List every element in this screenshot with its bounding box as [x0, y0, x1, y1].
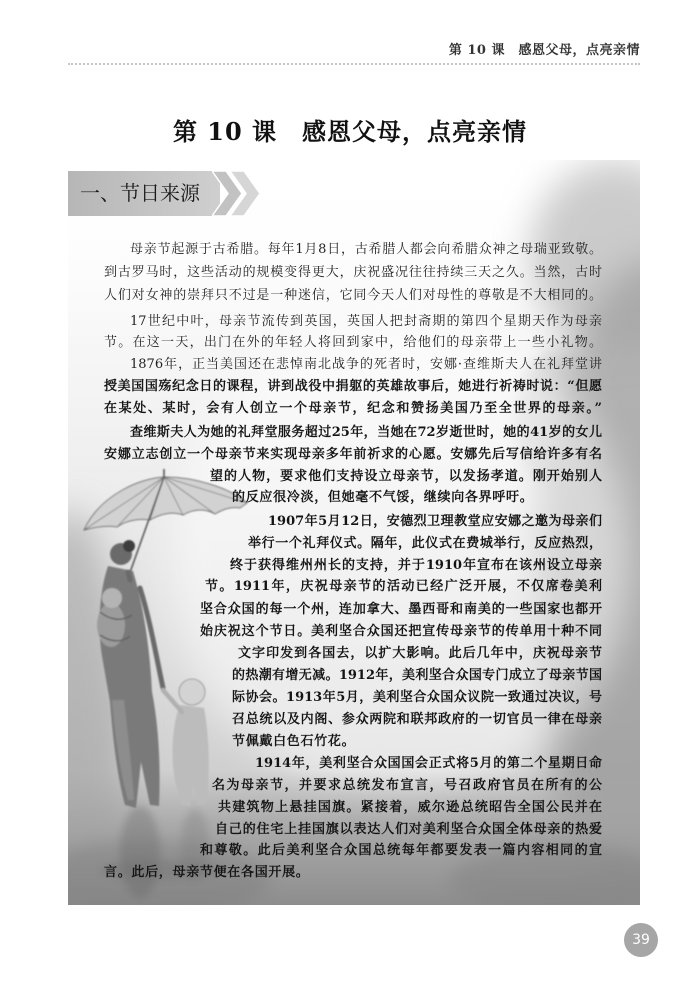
paragraph-line: 举行一个礼拜仪式。隔年，此仪式在费城举行，反应热烈，: [248, 536, 602, 551]
paragraph-line: 到古罗马时，这些活动的规模变得更大，庆祝盛况往往持续三天之久。当然，古时: [104, 265, 602, 280]
paragraph-line: 文字印发到各国去，以扩大影响。此后几年中，庆祝母亲节: [238, 646, 602, 661]
paragraph-line: 名为母亲节，并要求总统发布宣言，号召政府官员在所有的公: [212, 778, 602, 793]
paragraph-line: 共建筑物上悬挂国旗。紧接着，威尔逊总统昭告全国公民并在: [218, 800, 602, 815]
paragraph-line: 始庆祝这个节日。美利坚合众国还把宣传母亲节的传单用十种不同: [200, 624, 602, 639]
paragraph-line: 授美国国殇纪念日的课程，讲到战役中捐躯的英雄故事后，她进行祈祷时说：“但愿: [104, 379, 602, 394]
header-rule: [68, 63, 640, 65]
paragraph-line: 安娜立志创立一个母亲节来实现母亲多年前祈求的心愿。安娜先后写信给许多有名: [104, 447, 602, 462]
lesson-title: 第 10 课 感恩父母，点亮亲情: [172, 117, 528, 146]
paragraph-line: 1914年，美利坚合众国国会正式将5月的第二个星期日命: [255, 756, 602, 771]
section-heading-bar: [68, 171, 220, 216]
paragraph-line: 望的人物，要求他们支持设立母亲节，以发扬孝道。刚开始别人: [210, 469, 602, 484]
paragraph-line: 母亲节起源于古希腊。每年1月8日，古希腊人都会向希腊众神之母瑞亚致敬。: [130, 242, 602, 257]
paragraph-line: 的反应很冷淡，但她毫不气馁，继续向各界呼吁。: [232, 490, 534, 505]
paragraph-line: 际协会。1913年5月，美利坚合众国众议院一致通过决议，号: [232, 690, 602, 705]
paragraph-line: 节。在这一天，出门在外的年轻人将回到家中，给他们的母亲带上一些小礼物。: [104, 335, 602, 350]
paragraph-line: 和尊敬。此后美利坚合众国总统每年都要发表一篇内容相同的宣: [200, 843, 602, 858]
paragraph-line: 人们对女神的崇拜只不过是一种迷信，它同今天人们对母性的尊敬是不大相同的。: [104, 288, 602, 303]
paragraph-line: 查维斯夫人为她的礼拜堂服务超过25年，当她在72岁逝世时，她的41岁的女儿: [130, 425, 602, 440]
paragraph-line: 17世纪中叶，母亲节流传到英国，英国人把封斋期的第四个星期天作为母亲: [130, 314, 602, 329]
paragraph-line: 坚合众国的每一个州，连加拿大、墨西哥和南美的一些国家也都开: [200, 602, 602, 617]
paragraph-line: 自己的住宅上挂国旗以表达人们对美利坚合众国全体母亲的热爱: [215, 822, 602, 837]
running-header: 第 10 课 感恩父母，点亮亲情: [448, 43, 640, 58]
paragraph-line: 召总统以及内阁、参众两院和联邦政府的一切官员一律在母亲: [232, 712, 602, 727]
paragraph-line: 1876年，正当美国还在悲悼南北战争的死者时，安娜·查维斯夫人在礼拜堂讲: [130, 357, 602, 372]
section-arrows: [212, 171, 264, 216]
paragraph-line: 节。1911年，庆祝母亲节的活动已经广泛开展，不仅席卷美利: [205, 579, 602, 594]
paragraph-line: 在某处、某时，会有人创立一个母亲节，纪念和赞扬美国乃至全世界的母亲。”: [104, 401, 602, 416]
paragraph-line: 言。此后，母亲节便在各国开展。: [104, 865, 310, 880]
page-number-badge: 39: [624, 923, 658, 957]
paragraph-line: 节佩戴白色石竹花。: [232, 734, 356, 749]
paragraph-line: 终于获得维州州长的支持，并于1910年宣布在该州设立母亲: [230, 558, 602, 573]
paragraph-line: 的热潮有增无减。1912年，美利坚合众国专门成立了母亲节国: [232, 668, 602, 683]
paragraph-line: 1907年5月12日，安德烈卫理教堂应安娜之邀为母亲们: [268, 514, 602, 529]
section-heading: 一、节日来源: [80, 181, 200, 205]
